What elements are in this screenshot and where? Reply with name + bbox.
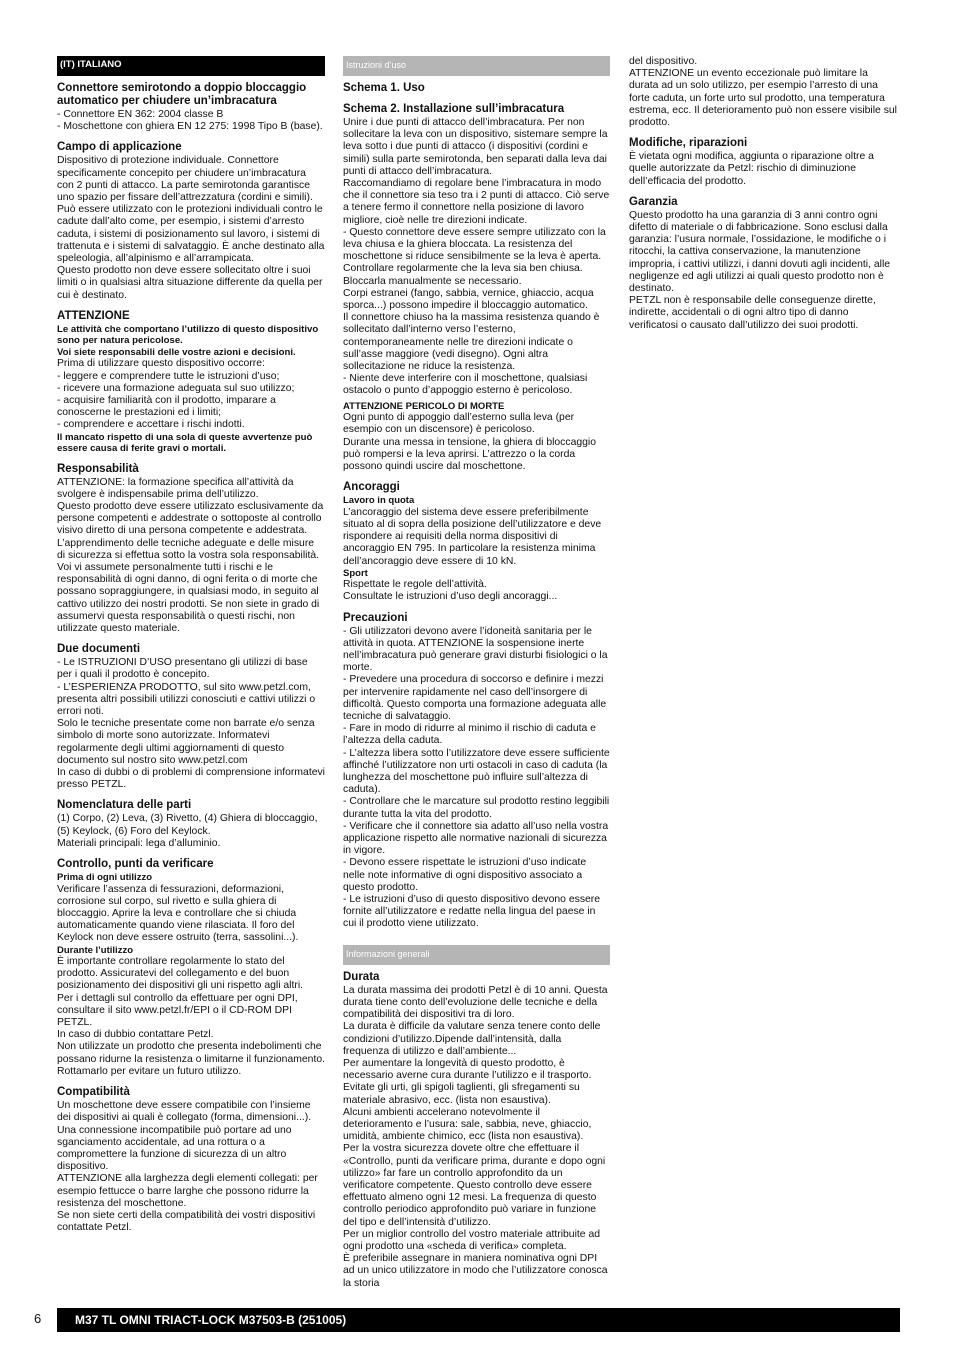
section-heading-due-documenti: Due documenti — [57, 643, 141, 656]
product-title: Connettore semirotondo a doppio bloccaggio automatico per chiudere un’imbracatura — [57, 82, 307, 107]
garanzia-text: Questo prodotto ha una garanzia di 3 anni contro ogni difetto di materiale o di fabbricazione. Sono esclusi dalla garanzia: l’usura normale, l’ossidazione, le modifiche o i ritocchi, la cattiva conservazione, la manutenzione impropria, i cattivi utilizzi, i danni dovuti agli incidenti, alle negligenze ed agli utilizzi ai quali questo prodotto non è destinato. PETZL non è responsabile delle conseguenze dirette, indirette, accidentali o di ogni altro tipo di danno verificatosi o causato dall’utilizzo dei suoi prodotti. — [629, 209, 891, 331]
footer-bar: M37 TL OMNI TRIACT-LOCK M37503-B (251005) — [57, 1308, 900, 1332]
section-bar-istruzioni: Istruzioni d’uso — [343, 56, 610, 76]
section-heading-responsabilita: Responsabilità — [57, 462, 139, 475]
due-documenti-text: - Le ISTRUZIONI D’USO presentano gli utilizzi di base per i quali il prodotto è concepito. - L’ESPERIENZA PRODOTTO, sul sito www.petzl.com, presenta altri possibili utilizzi conosciuti e cattivi utilizzi o errori noti. Solo le tecniche presentate come non barrate e/o senza simbolo di morte sono autorizzate. Informatevi regolarmente degli ultimi aggiornamenti di questo documento sul nostro sito www.petzl.com In caso di dubbi o di problemi di comprensione informatevi presso PETZL. — [57, 657, 325, 791]
ancoraggi-text-1: L’ancoraggio del sistema deve essere preferibilmente situato al di sopra della posizione dell’utilizzatore e deve rispondere ai requisiti della norma dispositivi di ancoraggio EN 795. In particolare la resistenza minima dell’ancoraggio deve essere di 10 kN. — [343, 506, 602, 567]
attenzione-bold-2: Il mancato rispetto di una sola di queste avvertenze può essere causa di ferite gravi o mortali. — [57, 431, 313, 455]
subheading-prima: Prima di ogni utilizzo — [57, 872, 152, 884]
campo-text: Dispositivo di protezione individuale. Connettore specificamente concepito per chiudere un’imbracatura con 2 punti di attacco. La parte semirotonda garantisce uno spazio per fissare dell’attrezzatura (cordini e simili). Può essere utilizzato con le protezioni individuali contro le cadute dall’alto come, per esempio, i sistemi d’arresto caduta, i sistemi di posizionamento sul lavoro, i sistemi di trattenuta e i sistemi di salvataggio. È anche destinato alla speleologia, all’alpinismo e all’arrampicata. Questo prodotto non deve essere sollecitato oltre i suoi limiti o in qualsiasi altra situazione differente da quella per cui è destinato. — [57, 155, 325, 301]
schema-2-text: Unire i due punti di attacco dell’imbracatura. Per non sollecitare la leva con un dispositivo, sistemare sempre la leva sotto i due punti di attacco (i dispositivi (cordini e simili) sulla parte semirotonda, ben separati dalla leva dai punti di attacco dell’imbracatura. Raccomandiamo di regolare bene l’imbracatura in modo che il connettore sia teso tra i 2 punti di attacco. Ciò serve a tenere fermo il connettore nella posizione di lavoro migliore, cioè nelle tre direzioni indicate. - Questo connettore deve essere sempre utilizzato con la leva chiusa e la ghiera bloccata. La resistenza del moschettone si riduce sensibilmente se la leva è aperta. Controllare regolarmente che la leva sia ben chiusa. Bloccarla manualmente se necessario. Corpi estranei (fango, sabbia, vernice, ghiaccio, acqua sporca...) possono impedire il bloccaggio automatico. Il connettore chiuso ha la massima resistenza quando è sollecitato dall’interno verso l’esterno, contemporaneamente nelle tre direzioni indicate o sull’asse maggiore (vedi disegno). Ogni altra sollecitazione ne riduce la resistenza. - Niente deve interferire con il moschettone, qualsiasi ostacolo o punto d’appoggio esterno è pericoloso. — [343, 117, 610, 397]
controllo-text-1: Verificare l’assenza di fessurazioni, deformazioni, corrosione sul corpo, sul rivetto e sulla ghiera di bloccaggio. Aprire la leva e controllare che si chiuda automaticamente quando viene rilasciata. Il foro del Keylock non deve essere ostruito (terra, sassolini...). — [57, 883, 299, 944]
section-heading-durata: Durata — [343, 970, 380, 983]
column-3 — [629, 56, 899, 332]
section-bar-informazioni: Informazioni generali — [343, 945, 610, 965]
section-heading-garanzia: Garanzia — [629, 195, 678, 208]
attenzione-text: Prima di utilizzare questo dispositivo occorre: - leggere e comprendere tutte le istruzioni d’uso; - ricevere una formazione adeguata sul suo utilizzo; - acquisire familiarità con il prodotto, imparare a conoscerne le prestazioni ed i limiti; - comprendere e accettare i rischi indotti. — [57, 358, 295, 431]
subheading-lavoro: Lavoro in quota — [343, 495, 415, 507]
responsabilita-text: ATTENZIONE: la formazione specifica all’attività da svolgere è indispensabile prima dell’utilizzo. Questo prodotto deve essere utilizzato esclusivamente da persone competenti e addestrate o sottoposte al controllo visivo diretto di una persona competente e addestrata. L’apprendimento delle tecniche adeguate e delle misure di sicurezza si effettua sotto la vostra sola responsabilità. Voi vi assumete personalmente tutti i rischi e le responsabilità di ogni danno, di ogni ferita o di morte che possano sopraggiungere, in qualsiasi modo, in seguito al cattivo utilizzo dei nostri prodotti. Se non siete in grado di assumervi questa responsabilità o questi rischi, non utilizzate questo materiale. — [57, 476, 324, 634]
pericolo-text: Ogni punto di appoggio dall’esterno sulla leva (per esempio con un discensore) è pericoloso. Durante una messa in tensione, la ghiera di bloccaggio può rompersi e la leva aprirsi. L’attrezzo o la corda possono quindi uscire dal moschettone. — [343, 412, 596, 472]
attenzione-bold-1: Le attività che comportano l’utilizzo di questo dispositivo sono per natura pericolose. Voi siete responsabili delle vostre azioni e decisioni. — [57, 323, 319, 358]
column-1 — [57, 56, 325, 1234]
section-heading-ancoraggi: Ancoraggi — [343, 481, 400, 494]
durata-continued-text: del dispositivo. ATTENZIONE un evento eccezionale può limitare la durata ad un solo utilizzo, per esempio l’arresto di una forte caduta, un forte urto sul prodotto, una temperatura estrema, ecc. Il deterioramento può non essere visibile sul prodotto. — [629, 56, 897, 129]
section-heading-campo: Campo di applicazione — [57, 141, 182, 154]
section-heading-precauzioni: Precauzioni — [343, 611, 408, 624]
precauzioni-text: - Gli utilizzatori devono avere l’idoneità sanitaria per le attività in quota. ATTENZIONE la sospensione inerte nell’imbracatura può generare gravi disturbi fisiologici o la morte. - Prevedere una procedura di soccorso e definire i mezzi per intervenire rapidamente nel caso dell’insorgere di difficoltà. Questo comporta una formazione adeguata alle tecniche di salvataggio. - Fare in modo di ridurre al minimo il rischio di caduta e l’altezza della caduta. - L’altezza libera sotto l’utilizzatore deve essere sufficiente affinché l’utilizzatore non urti ostacoli in caso di caduta (la lunghezza del moschettone può influire sull’altezza di caduta). - Controllare che le marcature sul prodotto restino leggibili durante tutta la vita del prodotto. - Verificare che il connettore sia adatto all’uso nella vostra applicazione rispetto alle normative nazionali di sicurezza in vigore. - Devono essere rispettate le istruzioni d’uso indicate nelle note informative di ogni dispositivo associato a questo prodotto. - Le istruzioni d’uso di questo dispositivo devono essere fornite all’utilizzatore e redatte nella lingua del paese in cui il prodotto viene utilizzato. — [343, 625, 610, 930]
ancoraggi-text-2: Rispettate le regole dell’attività. Consultate le istruzioni d’uso degli ancoraggi... — [343, 579, 558, 603]
section-heading-schema-2: Schema 2. Installazione sull’imbracatura — [343, 103, 565, 115]
page-number: 6 — [34, 1311, 42, 1326]
compatibilita-text: Un moschettone deve essere compatibile con l’insieme dei dispositivi ai quali è collegato (forma, dimensioni...). Una connessione incompatibile può portare ad uno sganciamento accidentale, ad una rottura o a compromettere la funzione di sicurezza di un altro dispositivo. ATTENZIONE alla larghezza degli elementi collegati: per esempio fettucce o barre larghe che possono ridurre la resistenza del moschettone. Se non siete certi della compatibilità dei vostri dispositivi contattate Petzl. — [57, 1100, 318, 1234]
durata-text: La durata massima dei prodotti Petzl è di 10 anni. Questa durata tiene conto dell’evoluzione delle tecniche e della compatibilità dei dispositivi tra di loro. La durata è difficile da valutare senza tenere conto delle condizioni d’utilizzo.Dipende dall’intensità, dalla frequenza di utilizzo e dall’ambiente... Per aumentare la longevità di questo prodotto, è necessario averne cura durante l’utilizzo e il trasporto. Evitate gli urti, gli spigoli taglienti, gli sfregamenti su materiale abrasivo, ecc. (lista non esaustiva). Alcuni ambienti accelerano notevolmente il deterioramento e l’usura: sale, sabbia, neve, ghiaccio, umidità, ambiente chimico, ecc (lista non esaustiva). Per la vostra sicurezza dovete oltre che effettuare il «Controllo, punti da verificare prima, durante e dopo ogni utilizzo» far fare un controllo approfondito da un verificatore competente. Questo controllo deve essere effettuato almeno ogni 12 mesi. La frequenza di questo controllo periodico approfondito può variare in funzione del tipo e dell’intensità d’utilizzo. Per un miglior controllo del vostro materiale attribuite ad ogni prodotto una «scheda di verifica» completa. È preferibile assegnare in maniera nominativa ogni DPI ad un unico utilizzatore in modo che l’utilizzatore conosca la storia — [343, 984, 608, 1289]
subheading-durante: Durante l’utilizzo — [57, 944, 133, 956]
section-heading-nomenclatura: Nomenclatura delle parti — [57, 799, 192, 812]
nomenclatura-text: (1) Corpo, (2) Leva, (3) Rivetto, (4) Ghiera di bloccaggio, (5) Keylock, (6) Foro del Keylock. Materiali principali: lega d’alluminio. — [57, 813, 318, 849]
subheading-pericolo: ATTENZIONE PERICOLO DI MORTE — [343, 400, 505, 412]
standards-text: - Connettore EN 362: 2004 classe B - Moschettone con ghiera EN 12 275: 1998 Tipo B (base). — [57, 109, 323, 133]
column-2 — [343, 56, 610, 1290]
language-header-bar: (IT) ITALIANO — [57, 56, 325, 76]
modifiche-text: È vietata ogni modifica, aggiunta o riparazione oltre a quelle autorizzate da Petzl: rischio di diminuzione dell’efficacia del prodotto. — [629, 151, 874, 187]
controllo-text-2: È importante controllare regolarmente lo stato del prodotto. Assicuratevi del collegamento e del buon posizionamento dei dispositivi gli uni rispetto agli altri. Per i dettagli sul controllo da effettuare per ogni DPI, consultare il sito www.petzl.fr/EPI o il CD-ROM DPI PETZL. In caso di dubbio contattare Petzl. Non utilizzate un prodotto che presenta indebolimenti che possano ridurne la resistenza o limitarne il funzionamento. Rottamarlo per evitare un futuro utilizzo. — [57, 956, 325, 1077]
section-heading-attenzione: ATTENZIONE — [57, 309, 130, 322]
section-heading-schema-1: Schema 1. Uso — [343, 82, 425, 94]
section-heading-compatibilita: Compatibilità — [57, 1086, 130, 1099]
section-heading-controllo: Controllo, punti da verificare — [57, 858, 214, 871]
subheading-sport: Sport — [343, 567, 368, 579]
section-heading-modifiche: Modifiche, riparazioni — [629, 137, 748, 150]
